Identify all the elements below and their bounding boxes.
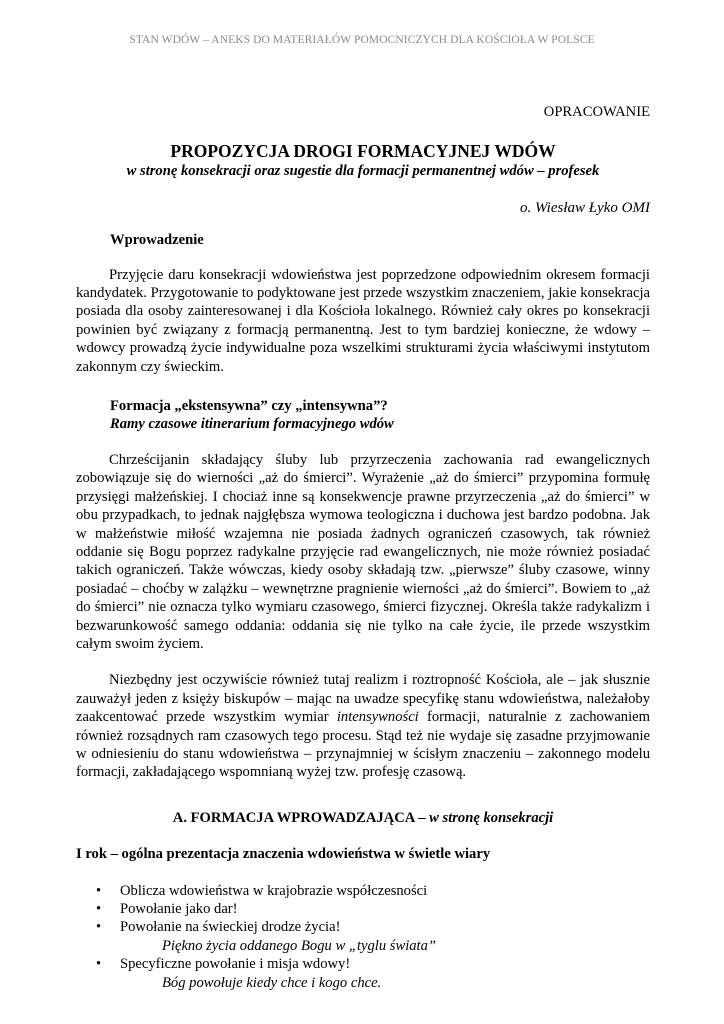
document-title: PROPOZYCJA DROGI FORMACYJNEJ WDÓW xyxy=(170,141,556,162)
intro-paragraph: Przyjęcie daru konsekracji wdowieństwa jest poprzedzone odpowiednim okresem formacji kandydatek. Przygotowanie to podyktowane jest przede wszystkim znaczeniem, jakie konsekracja posiada dla osoby zainteresowanej i dla Kościoła lokalnego. Również cały okres po konsekracji powinien być związany z formacją permanentną. Jest to tym bardziej konieczne, że wdowy – wdowcy prowadzą życie indywidualne poza wszelkimi strukturami życia właściwymi instytutom zakonnym czy świeckim. xyxy=(76,266,650,375)
author: o. Wiesław Łyko OMI xyxy=(520,199,650,216)
paragraph-text: formacji, naturalnie z zachowaniem również rozsądnych ram czasowych tego procesu. Stąd też nie wydaje się zasadne przyjmowanie w odniesieniu do stanu wdowieństwa – przynajmniej w ścisłym znaczeniu – zakonnego modelu formacji, zakładającego wspomnianą wyżej tzw. profesję czasową. xyxy=(76,709,650,781)
list-item xyxy=(76,900,650,918)
bullet-list xyxy=(76,882,650,937)
bullet-icon: • xyxy=(96,956,102,973)
year-heading: I rok – ogólna prezentacja znaczenia wdowieństwa w świetle wiary xyxy=(76,846,491,863)
quote-line: Bóg powołuje kiedy chce i kogo chce. xyxy=(162,974,382,991)
section-paragraph-1: Chrześcijanin składający śluby lub przyrzeczenia zachowania rad ewangelicznych zobowiązuje się do wierności „aż do śmierci”. Wyrażenie „aż do śmierci” przypomina formułę przysięgi małżeńskiej. I chociaż inne są konsekwencje prawne przyrzeczenia „aż do śmierci” w obu przypadkach, to jednak najgłębsza wymowa teologiczna i duchowa jest bardzo podobna. Jak w małżeństwie miłość wzajemna nie posiada żadnych ograniczeń czasowych, tak również oddanie się Bogu poprzez radykalne przyjęcie rad ewangelicznych, nie może również posiadać takich ograniczeń. Także wówczas, kiedy osoby składają tzw. „pierwsze” śluby czasowe, winny posiadać – choćby w zalążku – wewnętrzne pragnienie wierności „aż do śmierci”. Bowiem to „aż do śmierci” nie oznacza tylko wymiaru czasowego, śmierci fizycznej. Określa także radykalizm i bezwarunkowość samego oddania: oddania się nie tylko na całe życie, ile przede wszystkim całym swoim życiem. xyxy=(76,451,650,652)
paragraph-emphasis: intensywności xyxy=(336,709,419,726)
quote-line: Piękno życia oddanego Bogu w „tyglu świata” xyxy=(162,937,437,954)
section-a-heading-italic: w stronę konsekracji xyxy=(429,809,554,826)
list-item-text: Powołanie na świeckiej drodze życia! xyxy=(120,919,341,936)
list-item xyxy=(76,882,650,900)
document-subtitle: w stronę konsekracji oraz sugestie dla formacji permanentnej wdów – profesek xyxy=(126,163,600,180)
list-item-text: Oblicza wdowieństwa w krajobrazie współczesności xyxy=(120,882,428,899)
section-a-heading xyxy=(76,809,650,827)
list-item-text: Powołanie jako dar! xyxy=(120,901,238,917)
bullet-icon: • xyxy=(96,882,102,899)
intro-heading: Wprowadzenie xyxy=(110,232,204,249)
section-subheading: Ramy czasowe itinerarium formacyjnego wdów xyxy=(110,416,394,433)
document-label: OPRACOWANIE xyxy=(543,104,650,120)
bullet-list xyxy=(76,955,650,973)
document-body xyxy=(76,103,650,992)
bullet-icon: • xyxy=(96,901,102,917)
running-header: STAN WDÓW – ANEKS DO MATERIAŁÓW POMOCNICZYCH DLA KOŚCIOŁA W POLSCE xyxy=(129,34,595,46)
paragraph-text: Niezbędny jest oczywiście również tutaj realizm i roztropność Kościoła, ale – jak słusznie zauważył jeden z księży biskupów – mając na uwadze specyfikę stanu wdowieństwa, należałoby zaakcentować przede wszystkim wymiar xyxy=(76,672,650,726)
section-a-heading-bold: A. FORMACJA WPROWADZAJĄCA – xyxy=(172,809,430,826)
list-item xyxy=(76,955,650,973)
list-item xyxy=(76,918,650,936)
list-item-text: Specyficzne powołanie i misja wdowy! xyxy=(120,956,351,973)
section-paragraph-2 xyxy=(76,671,650,781)
section-heading: Formacja „ekstensywna” czy „intensywna”? xyxy=(110,398,388,415)
bullet-icon: • xyxy=(96,919,102,936)
